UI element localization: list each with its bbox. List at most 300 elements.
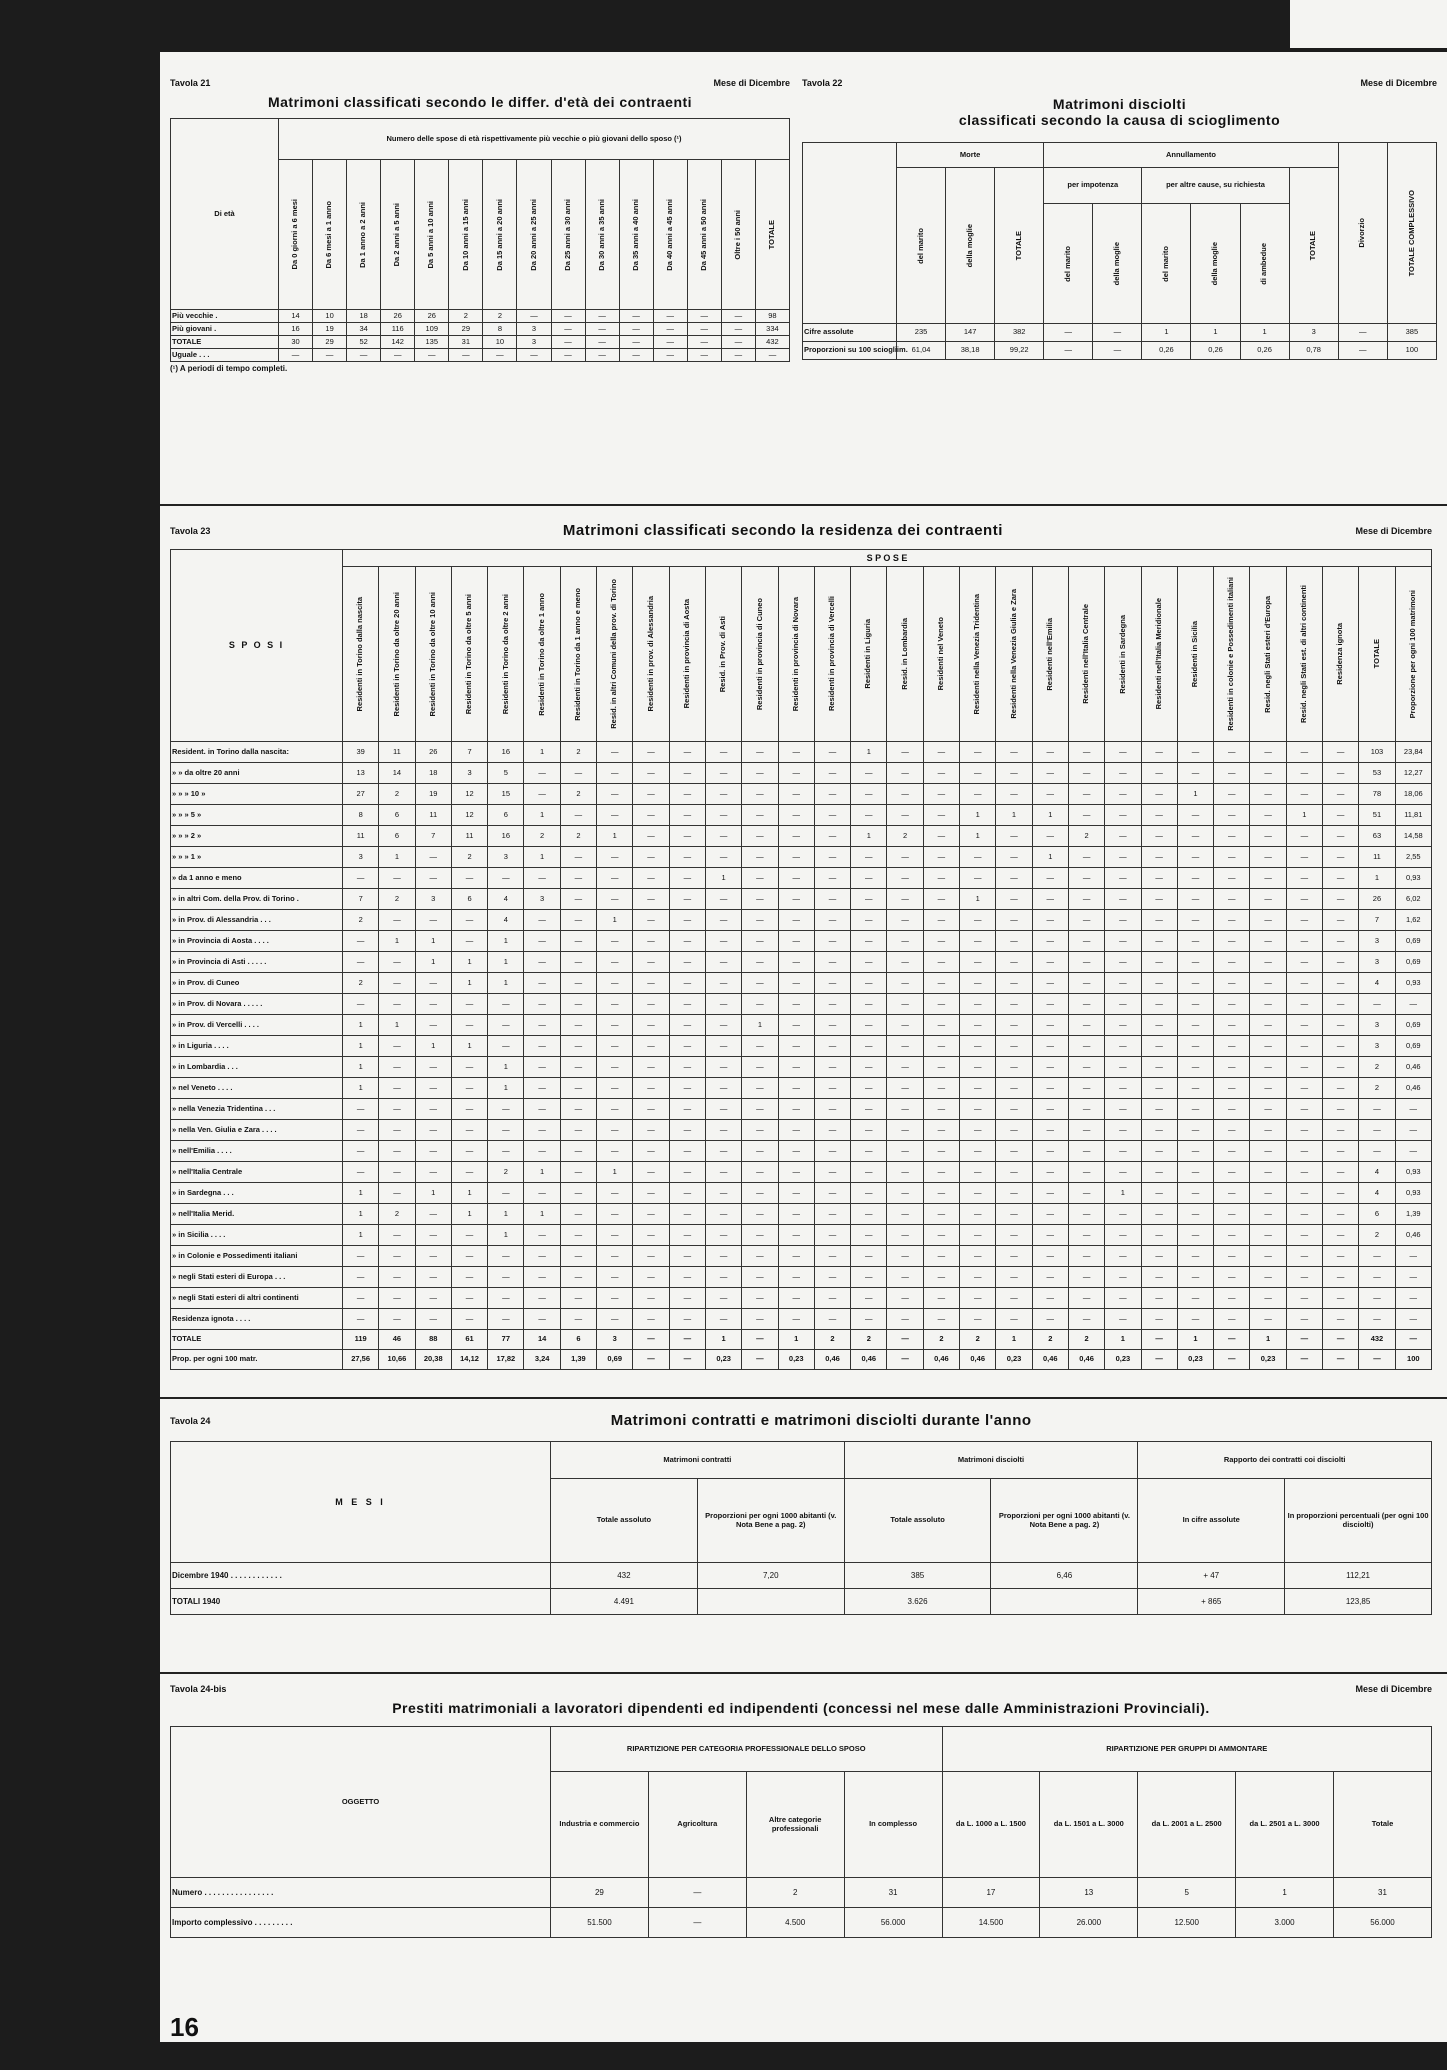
t23-cell: 1	[597, 826, 633, 847]
t23-cell: —	[960, 1057, 996, 1078]
t23-cell: —	[923, 1057, 959, 1078]
t23-cell: 26	[1359, 889, 1395, 910]
section-divider	[160, 504, 1447, 506]
t23-row-label: » in Prov. di Vercelli . . . .	[171, 1015, 343, 1036]
t23-cell: —	[996, 1141, 1032, 1162]
t22-col-header-text: del marito	[1062, 245, 1072, 282]
t21-col-header	[551, 160, 585, 310]
t23-row	[171, 931, 1432, 952]
t23-cell: 1	[451, 1036, 487, 1057]
t23-cell: —	[996, 847, 1032, 868]
t23-cell: —	[1250, 973, 1286, 994]
t21-cell: —	[687, 349, 721, 362]
t23-cell: —	[996, 952, 1032, 973]
t23-cell: —	[814, 994, 850, 1015]
t24-h-prop-2: Proporzioni per ogni 1000 abitanti (v. Nota Bene a pag. 2)	[991, 1479, 1138, 1563]
t23-cell: —	[705, 763, 741, 784]
t23-prop-cell: —	[887, 1350, 923, 1370]
t23-cell: —	[560, 1225, 596, 1246]
t22-h-impotenza: per impotenza	[1044, 168, 1142, 204]
t23-cell: —	[1395, 1099, 1431, 1120]
t23-cell: —	[1068, 763, 1104, 784]
t23-col-header	[1032, 567, 1068, 742]
t23-prop-cell: 0,69	[597, 1350, 633, 1370]
t23-cell: —	[1105, 1120, 1141, 1141]
t23-cell: 7	[1359, 910, 1395, 931]
t23-cell: —	[960, 1141, 996, 1162]
t23-cell: —	[415, 994, 451, 1015]
t23-cell: —	[814, 742, 850, 763]
t22-col-header	[1142, 204, 1191, 324]
t23-row	[171, 1057, 1432, 1078]
t23-cell: —	[343, 1309, 379, 1330]
t23-cell: —	[1177, 805, 1213, 826]
t23-cell: —	[1214, 1036, 1250, 1057]
t23-cell: —	[1286, 1267, 1322, 1288]
t21-col-header-text: Da 5 anni a 10 anni	[426, 200, 436, 269]
t23-col-header-text: Residenti in provincia di Cuneo	[754, 597, 764, 711]
t23-cell: 1	[343, 1078, 379, 1099]
t23-cell: —	[1359, 1309, 1395, 1330]
t23-cell: —	[1177, 952, 1213, 973]
t23-cell: —	[851, 994, 887, 1015]
t23-col-header-text: Residenti in provincia di Aosta	[682, 599, 691, 709]
t23-cell: —	[379, 1183, 415, 1204]
t23-cell: —	[705, 1288, 741, 1309]
t23-cell: —	[1068, 1078, 1104, 1099]
t21-cell: —	[721, 349, 755, 362]
t23-col-header	[1359, 567, 1395, 742]
t23-cell: —	[597, 889, 633, 910]
t23-row-label: » nella Venezia Tridentina . . .	[171, 1099, 343, 1120]
t24-cell: 7,20	[697, 1563, 844, 1589]
t23-cell: —	[814, 805, 850, 826]
t21-col-header-text: Da 40 anni a 45 anni	[664, 198, 674, 271]
t21-cell: 109	[415, 323, 449, 336]
t23-cell: —	[633, 1288, 669, 1309]
t23-cell: —	[669, 1078, 705, 1099]
t23-cell: —	[778, 889, 814, 910]
t24-label: Tavola 24	[170, 1415, 211, 1426]
t23-cell: —	[1141, 1162, 1177, 1183]
t23-cell: —	[1214, 1120, 1250, 1141]
t23-cell: 39	[343, 742, 379, 763]
t23-cell: —	[343, 1288, 379, 1309]
t23-total-cell: 2	[851, 1330, 887, 1350]
t23-cell: —	[1105, 1225, 1141, 1246]
t23-cell: —	[524, 1288, 560, 1309]
t23-cell: 19	[415, 784, 451, 805]
t23-cell: —	[669, 763, 705, 784]
t23-cell: —	[887, 742, 923, 763]
t23-row	[171, 847, 1432, 868]
t23-cell: 18,06	[1395, 784, 1431, 805]
t23-row	[171, 1162, 1432, 1183]
t21-col-header-text: Da 20 anni a 25 anni	[528, 198, 538, 271]
t23-cell: —	[597, 952, 633, 973]
t23-col-header	[1141, 567, 1177, 742]
t23-cell: —	[1250, 763, 1286, 784]
t23-cell: 1	[343, 1183, 379, 1204]
t23-cell: —	[1068, 1099, 1104, 1120]
t21-col-header	[449, 160, 483, 310]
t23-cell: 1	[488, 1225, 524, 1246]
t23-cell: —	[1141, 1309, 1177, 1330]
t23-cell: —	[814, 1078, 850, 1099]
table-24-bis	[170, 1684, 1432, 1938]
t23-cell: —	[778, 1141, 814, 1162]
t23-cell: —	[996, 1246, 1032, 1267]
t23-cell: —	[524, 868, 560, 889]
t23-cell: 7	[343, 889, 379, 910]
t23-cell: —	[633, 784, 669, 805]
t23-cell: —	[343, 1246, 379, 1267]
t23-cell: —	[633, 1141, 669, 1162]
t23-cell: —	[524, 1099, 560, 1120]
t23-cell: —	[960, 910, 996, 931]
t21-cell: —	[619, 323, 653, 336]
t23-cell: —	[343, 952, 379, 973]
t24b-label: Tavola 24-bis	[170, 1684, 227, 1694]
t22-cell: 235	[897, 324, 946, 342]
t21-cell: —	[755, 349, 789, 362]
t23-cell: —	[887, 952, 923, 973]
t23-prop-cell: —	[1359, 1350, 1395, 1370]
t23-cell: —	[451, 1267, 487, 1288]
t24b-month: Mese di Dicembre	[1355, 1684, 1432, 1694]
t23-cell: —	[1214, 847, 1250, 868]
t23-cell: —	[960, 1036, 996, 1057]
t23-cell: —	[887, 1099, 923, 1120]
t23-cell: —	[1323, 1225, 1359, 1246]
t23-cell: —	[1105, 1015, 1141, 1036]
t23-row-label: » nel Veneto . . . .	[171, 1078, 343, 1099]
section-divider-2	[160, 1397, 1447, 1399]
t23-cell: —	[814, 889, 850, 910]
t23-cell: 2	[1359, 1225, 1395, 1246]
t23-cell: —	[1177, 1120, 1213, 1141]
t23-total-cell: —	[742, 1330, 778, 1350]
t23-cell: —	[1032, 763, 1068, 784]
t23-cell: —	[1141, 742, 1177, 763]
t23-col-header-text: TOTALE	[1371, 639, 1381, 669]
t23-cell: —	[1177, 973, 1213, 994]
t23-row-label: » in Sardegna . . .	[171, 1183, 343, 1204]
t23-row	[171, 1225, 1432, 1246]
t23-cell: 1	[488, 931, 524, 952]
t23-col-header-text: Residenti in Torino da oltre 10 anni	[427, 591, 437, 717]
t23-cell: 1	[488, 1057, 524, 1078]
t23-cell: —	[1032, 868, 1068, 889]
t23-cell: —	[705, 931, 741, 952]
t23-cell: —	[742, 763, 778, 784]
t23-cell: 6	[1359, 1204, 1395, 1225]
t23-cell: —	[960, 1099, 996, 1120]
t23-prop-cell: —	[669, 1350, 705, 1370]
t23-cell: —	[597, 1267, 633, 1288]
t23-cell: —	[887, 910, 923, 931]
t23-cell: —	[851, 1015, 887, 1036]
t23-cell: —	[560, 1057, 596, 1078]
t23-cell: —	[597, 805, 633, 826]
t23-row	[171, 910, 1432, 931]
t23-cell: 3	[524, 889, 560, 910]
t23-cell: —	[1177, 1099, 1213, 1120]
t23-cell: —	[960, 847, 996, 868]
t23-cell: —	[1214, 1078, 1250, 1099]
t23-cell: —	[1032, 1057, 1068, 1078]
t23-col-header	[1250, 567, 1286, 742]
t24b-cell: —	[648, 1908, 746, 1938]
t21-cell: —	[721, 310, 755, 323]
t23-cell: —	[1286, 784, 1322, 805]
t23-row-label: » in Liguria . . . .	[171, 1036, 343, 1057]
t23-cell: —	[560, 1078, 596, 1099]
t23-total-cell: 119	[343, 1330, 379, 1350]
t23-col-header	[923, 567, 959, 742]
t23-cell: —	[1214, 868, 1250, 889]
t23-cell: —	[1177, 1162, 1213, 1183]
t21-cell: 3	[517, 336, 551, 349]
t23-cell: —	[415, 973, 451, 994]
t23-cell: 1	[488, 1204, 524, 1225]
t22-col-header	[1191, 204, 1240, 324]
t23-cell: —	[1105, 1309, 1141, 1330]
t23-cell: —	[705, 910, 741, 931]
t22-cell: —	[1044, 324, 1093, 342]
t22-cell: 99,22	[995, 342, 1044, 360]
t24b-col-header: da L. 2001 a L. 2500	[1138, 1772, 1236, 1878]
t23-total-cell: —	[1395, 1330, 1431, 1350]
t23-col-header-text: Residenti nell'Italia Meridionale	[1153, 598, 1163, 710]
t23-col-header	[778, 567, 814, 742]
t21-col-header-text: Da 1 anno a 2 anni	[358, 201, 368, 268]
t23-cell: —	[1286, 910, 1322, 931]
t23-cell: 11	[379, 742, 415, 763]
t23-cell: —	[705, 847, 741, 868]
t23-cell: 1	[851, 742, 887, 763]
t23-cell: 1	[524, 1204, 560, 1225]
t23-cell: —	[814, 1036, 850, 1057]
t23-cell: 3	[1359, 1015, 1395, 1036]
t23-cell: —	[524, 1015, 560, 1036]
t23-cell: —	[960, 1015, 996, 1036]
t23-row	[171, 994, 1432, 1015]
t23-cell: —	[705, 1099, 741, 1120]
t21-col-header-text: Da 35 anni a 40 anni	[630, 198, 640, 271]
t21-grid	[170, 118, 790, 362]
t21-cell: 26	[415, 310, 449, 323]
t23-cell: —	[887, 1267, 923, 1288]
t23-cell: —	[887, 847, 923, 868]
t21-cell: —	[619, 310, 653, 323]
t23-cell: —	[1250, 1057, 1286, 1078]
t23-cell: —	[560, 1204, 596, 1225]
t23-cell: —	[1250, 1309, 1286, 1330]
t23-row-label: Residenza ignota . . . .	[171, 1309, 343, 1330]
t23-cell: —	[560, 1288, 596, 1309]
t23-cell: —	[1286, 1120, 1322, 1141]
t23-cell: —	[1141, 1015, 1177, 1036]
t23-cell: —	[742, 889, 778, 910]
t23-cell: —	[1177, 868, 1213, 889]
t21-row-label: TOTALE	[171, 336, 279, 349]
t23-cell: —	[887, 1120, 923, 1141]
t22-col-text: della moglie	[964, 223, 974, 268]
t23-cell: 1	[451, 1204, 487, 1225]
t23-cell: —	[1068, 1309, 1104, 1330]
t23-row-label: » in Provincia di Asti . . . . .	[171, 952, 343, 973]
t21-cell: 116	[381, 323, 415, 336]
t23-cell: —	[923, 1120, 959, 1141]
t23-cell: 1	[1032, 805, 1068, 826]
t23-row-label: » nella Ven. Giulia e Zara . . . .	[171, 1120, 343, 1141]
t23-cell: —	[669, 784, 705, 805]
t23-col-header	[669, 567, 705, 742]
t23-cell: —	[669, 1120, 705, 1141]
t23-cell: 2	[1359, 1078, 1395, 1099]
t23-cell: —	[1395, 1309, 1431, 1330]
t23-col-header-text: Resid. in Lombardia	[899, 618, 909, 690]
t23-cell: —	[1105, 1288, 1141, 1309]
t23-cell: —	[1032, 1225, 1068, 1246]
t23-col-header	[560, 567, 596, 742]
t23-col-header-text: Residenti nell'Emilia	[1044, 617, 1054, 691]
t23-cell: —	[814, 784, 850, 805]
t23-total-cell: 1	[1105, 1330, 1141, 1350]
t23-cell: —	[488, 1246, 524, 1267]
t23-total-cell: 2	[814, 1330, 850, 1350]
t23-cell: —	[379, 994, 415, 1015]
t21-col-header-text: Da 45 anni a 50 anni	[698, 198, 708, 271]
t23-cell: —	[560, 847, 596, 868]
t23-cell: —	[633, 1162, 669, 1183]
t23-cell: —	[996, 1015, 1032, 1036]
t23-cell: —	[814, 868, 850, 889]
t23-col-header	[887, 567, 923, 742]
t23-cell: —	[814, 826, 850, 847]
t24-row	[171, 1563, 1432, 1589]
t22-cell: 1	[1142, 324, 1191, 342]
t21-col-header-text: Oltre i 50 anni	[733, 209, 743, 260]
t21-cell: —	[483, 349, 517, 362]
t23-cell: 11	[415, 805, 451, 826]
t23-cell: —	[887, 784, 923, 805]
t23-col-header	[597, 567, 633, 742]
t23-cell: —	[1068, 784, 1104, 805]
t21-cell: 14	[279, 310, 313, 323]
t23-cell: 1,39	[1395, 1204, 1431, 1225]
t23-col-header-text: Residenti nella Venezia Giulia e Zara	[1008, 589, 1018, 719]
t24-h-perc: In proporzioni percentuali (per ogni 100 disciolti)	[1285, 1479, 1432, 1563]
t22-col-header-text: di ambedue	[1259, 242, 1269, 285]
t23-cell: —	[1323, 1141, 1359, 1162]
t23-cell: —	[415, 910, 451, 931]
t23-prop-cell: 14,12	[451, 1350, 487, 1370]
t23-cell: —	[851, 1267, 887, 1288]
t24-row	[171, 1589, 1432, 1615]
t23-prop-cell: 0,23	[1250, 1350, 1286, 1370]
t23-cell: 1,62	[1395, 910, 1431, 931]
t21-cell: 31	[449, 336, 483, 349]
t23-cell: —	[923, 1036, 959, 1057]
t23-cell: 1	[524, 847, 560, 868]
t23-cell: 7	[451, 742, 487, 763]
t23-cell: —	[1250, 910, 1286, 931]
t23-cell: —	[1214, 1204, 1250, 1225]
t23-prop-label: Prop. per ogni 100 matr.	[171, 1350, 343, 1370]
t23-cell: —	[524, 994, 560, 1015]
t23-cell: —	[1250, 742, 1286, 763]
t23-cell: —	[1141, 952, 1177, 973]
t23-cell: —	[814, 931, 850, 952]
t23-row-label: » in Provincia di Aosta . . . .	[171, 931, 343, 952]
t23-cell: —	[996, 1225, 1032, 1246]
t23-col-header	[343, 567, 379, 742]
t23-cell: 1	[343, 1057, 379, 1078]
t22-row-label: Cifre assolute	[803, 324, 897, 342]
t23-cell: —	[1068, 1141, 1104, 1162]
t23-cell: 0,69	[1395, 931, 1431, 952]
t21-cell: —	[585, 310, 619, 323]
t23-total-cell: 3	[597, 1330, 633, 1350]
t23-cell: —	[1323, 805, 1359, 826]
t23-cell: —	[778, 1099, 814, 1120]
t23-cell: 2	[343, 910, 379, 931]
t21-row	[171, 349, 790, 362]
t21-col-header	[381, 160, 415, 310]
t23-cell: —	[343, 931, 379, 952]
t23-cell: —	[996, 889, 1032, 910]
t23-cell: —	[887, 889, 923, 910]
t23-cell: —	[1105, 742, 1141, 763]
t23-cell: —	[633, 805, 669, 826]
t21-cell: —	[415, 349, 449, 362]
t22-cell: 1	[1240, 324, 1289, 342]
t23-cell: —	[1177, 847, 1213, 868]
t23-cell: —	[415, 1141, 451, 1162]
t23-col-header-text: Resid. in altri Comuni della prov. di Torino	[609, 579, 619, 729]
t23-cell: —	[633, 1036, 669, 1057]
t23-cell: —	[1105, 1099, 1141, 1120]
t23-cell: —	[1250, 784, 1286, 805]
t23-cell: —	[415, 1078, 451, 1099]
t23-cell: —	[1359, 1141, 1395, 1162]
t23-cell: —	[1068, 1120, 1104, 1141]
t23-cell: 0,69	[1395, 1015, 1431, 1036]
t23-cell: —	[1323, 742, 1359, 763]
t23-cell: —	[1323, 1267, 1359, 1288]
t23-cell: —	[996, 784, 1032, 805]
t23-cell: —	[1286, 1057, 1322, 1078]
t24b-cell: 4.500	[746, 1908, 844, 1938]
t23-cell: —	[1250, 889, 1286, 910]
t23-cell: —	[597, 973, 633, 994]
t23-cell: —	[705, 1015, 741, 1036]
t21-cell: 29	[313, 336, 347, 349]
t21-cell: —	[585, 336, 619, 349]
t22-col-text: TOTALE	[1308, 230, 1318, 261]
t23-cell: —	[1141, 1183, 1177, 1204]
t23-cell: —	[996, 1204, 1032, 1225]
t23-cell: —	[960, 1120, 996, 1141]
t23-cell: —	[742, 1183, 778, 1204]
t23-cell: 3	[451, 763, 487, 784]
t21-cell: —	[551, 323, 585, 336]
t22-h-altre: per altre cause, su richiesta	[1142, 168, 1289, 204]
t23-cell: —	[633, 1204, 669, 1225]
t23-total-cell: —	[1286, 1330, 1322, 1350]
